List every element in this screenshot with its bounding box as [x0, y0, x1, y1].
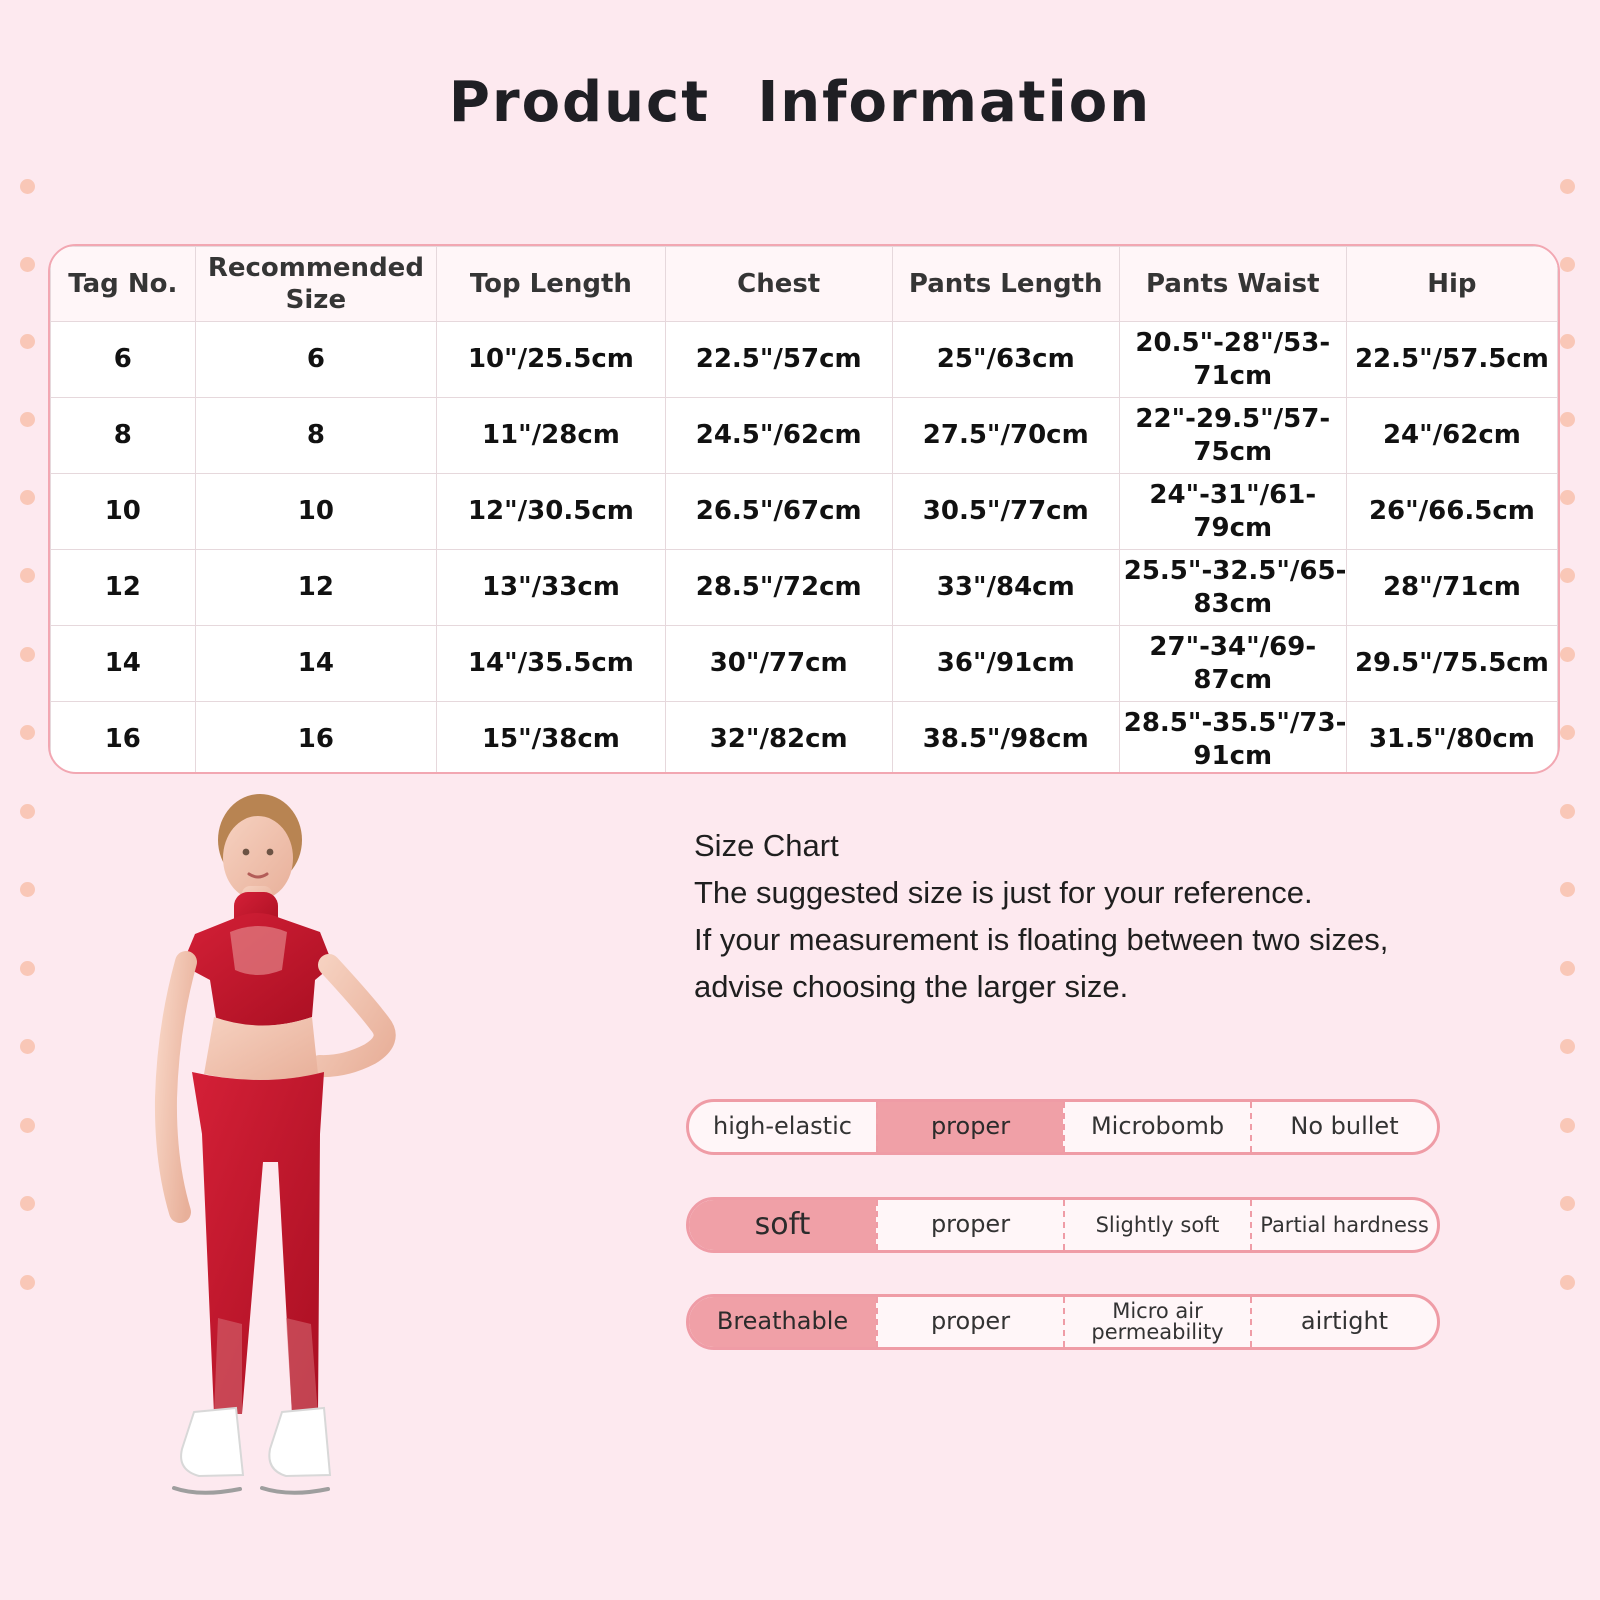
table-cell: 22"-29.5"/57-75cm — [1119, 398, 1346, 474]
table-row — [51, 474, 1558, 550]
model-top — [182, 913, 333, 1026]
decorative-dot — [1560, 334, 1575, 349]
table-cell: 28.5"-35.5"/73-91cm — [1119, 702, 1346, 775]
table-row — [51, 550, 1558, 626]
table-row — [51, 322, 1558, 398]
table-cell: 12"/30.5cm — [437, 474, 666, 550]
decorative-dot — [1560, 647, 1575, 662]
table-cell: 22.5"/57cm — [665, 322, 892, 398]
decorative-dot — [1560, 1118, 1575, 1133]
decorative-dot — [20, 804, 35, 819]
table-cell: 32"/82cm — [665, 702, 892, 775]
table-cell: 10 — [195, 474, 437, 550]
table-cell: 28.5"/72cm — [665, 550, 892, 626]
ice-skate-left — [174, 1408, 243, 1493]
size-note-line2: If your measurement is floating between two sizes, — [694, 922, 1389, 957]
decorative-dot — [20, 257, 35, 272]
table-cell: 25.5"-32.5"/65-83cm — [1119, 550, 1346, 626]
decorative-dot — [20, 334, 35, 349]
breathability-rating-bar — [686, 1294, 1440, 1350]
softness-option-slightly-soft: Slightly soft — [1063, 1200, 1250, 1250]
size-note-heading: Size Chart — [694, 828, 839, 863]
decorative-dot — [20, 725, 35, 740]
table-cell: 13"/33cm — [437, 550, 666, 626]
model-illustration — [110, 782, 460, 1582]
elasticity-option-high-elastic: high-elastic — [713, 1112, 852, 1141]
decorative-dot — [20, 490, 35, 505]
breathability-option-proper: proper — [876, 1297, 1063, 1347]
table-cell: 30.5"/77cm — [892, 474, 1119, 550]
column-header-tag-no: Tag No. — [51, 247, 196, 322]
table-cell: 10"/25.5cm — [437, 322, 666, 398]
table-cell: 15"/38cm — [437, 702, 666, 775]
size-note-line3: advise choosing the larger size. — [694, 969, 1129, 1004]
model-pants — [192, 1072, 324, 1414]
table-cell: 31.5"/80cm — [1346, 702, 1557, 775]
column-header-hip: Hip — [1346, 247, 1557, 322]
softness-option-partial-hardness: Partial hardness — [1250, 1200, 1437, 1250]
decorative-dot — [1560, 490, 1575, 505]
table-cell: 24"-31"/61-79cm — [1119, 474, 1346, 550]
decorative-dot — [20, 647, 35, 662]
table-row — [51, 702, 1558, 775]
softness-option-soft: soft — [689, 1200, 876, 1250]
softness-rating-bar — [686, 1197, 1440, 1253]
decorative-dot — [20, 1196, 35, 1211]
elasticity-rating-bar — [686, 1099, 1440, 1155]
table-cell: 38.5"/98cm — [892, 702, 1119, 775]
elasticity-option-no-bullet: No bullet — [1250, 1102, 1437, 1152]
table-row — [51, 398, 1558, 474]
column-header-chest: Chest — [665, 247, 892, 322]
decorative-dot — [1560, 1039, 1575, 1054]
model-torso — [204, 1017, 318, 1080]
decorative-dot — [1560, 725, 1575, 740]
table-cell: 8 — [51, 398, 196, 474]
decorative-dot — [1560, 257, 1575, 272]
table-cell: 8 — [195, 398, 437, 474]
table-cell: 16 — [51, 702, 196, 775]
elasticity-option-microbomb: Microbomb — [1063, 1102, 1250, 1152]
decorative-dot — [1560, 179, 1575, 194]
table-cell: 27"-34"/69-87cm — [1119, 626, 1346, 702]
table-header-row — [51, 247, 1558, 322]
size-chart-table — [50, 246, 1558, 774]
table-cell: 14 — [195, 626, 437, 702]
table-cell: 27.5"/70cm — [892, 398, 1119, 474]
decorative-dot — [1560, 804, 1575, 819]
size-chart-table-container — [48, 244, 1560, 774]
decorative-dot — [20, 179, 35, 194]
decorative-dot — [20, 412, 35, 427]
size-note — [694, 822, 1494, 1010]
decorative-dot — [20, 961, 35, 976]
table-cell: 10 — [51, 474, 196, 550]
table-cell: 16 — [195, 702, 437, 775]
table-cell: 14"/35.5cm — [437, 626, 666, 702]
table-cell: 22.5"/57.5cm — [1346, 322, 1557, 398]
decorative-dot — [1560, 412, 1575, 427]
table-cell: 24.5"/62cm — [665, 398, 892, 474]
breathability-option-airtight: airtight — [1250, 1297, 1437, 1347]
size-note-line1: The suggested size is just for your reference. — [694, 875, 1313, 910]
breathability-option-breathable: Breathable — [689, 1297, 876, 1347]
decorative-dot — [20, 1275, 35, 1290]
softness-option-proper: proper — [876, 1200, 1063, 1250]
column-header-recommended-size: Recommended Size — [195, 247, 437, 322]
table-cell: 6 — [195, 322, 437, 398]
elasticity-option-proper: proper — [876, 1102, 1063, 1152]
decorative-dot — [1560, 1196, 1575, 1211]
ice-skate-right — [262, 1408, 330, 1493]
breathability-option-micro-air-permeability: Micro air permeability — [1063, 1297, 1250, 1347]
table-cell: 25"/63cm — [892, 322, 1119, 398]
table-cell: 11"/28cm — [437, 398, 666, 474]
column-header-top-length: Top Length — [437, 247, 666, 322]
decorative-dot — [20, 1039, 35, 1054]
column-header-pants-length: Pants Length — [892, 247, 1119, 322]
table-cell: 26.5"/67cm — [665, 474, 892, 550]
table-cell: 12 — [195, 550, 437, 626]
table-row — [51, 626, 1558, 702]
table-cell: 33"/84cm — [892, 550, 1119, 626]
decorative-dot — [20, 1118, 35, 1133]
table-cell: 12 — [51, 550, 196, 626]
decorative-dot — [1560, 961, 1575, 976]
column-header-pants-waist: Pants Waist — [1119, 247, 1346, 322]
table-cell: 28"/71cm — [1346, 550, 1557, 626]
table-cell: 29.5"/75.5cm — [1346, 626, 1557, 702]
table-cell: 24"/62cm — [1346, 398, 1557, 474]
decorative-dot — [1560, 568, 1575, 583]
decorative-dot — [1560, 1275, 1575, 1290]
table-cell: 26"/66.5cm — [1346, 474, 1557, 550]
table-cell: 6 — [51, 322, 196, 398]
table-cell: 30"/77cm — [665, 626, 892, 702]
page-title: Product Information — [448, 70, 1152, 135]
decorative-dot — [1560, 882, 1575, 897]
table-cell: 20.5"-28"/53-71cm — [1119, 322, 1346, 398]
table-cell: 36"/91cm — [892, 626, 1119, 702]
table-cell: 14 — [51, 626, 196, 702]
decorative-dot — [20, 568, 35, 583]
decorative-dot — [20, 882, 35, 897]
